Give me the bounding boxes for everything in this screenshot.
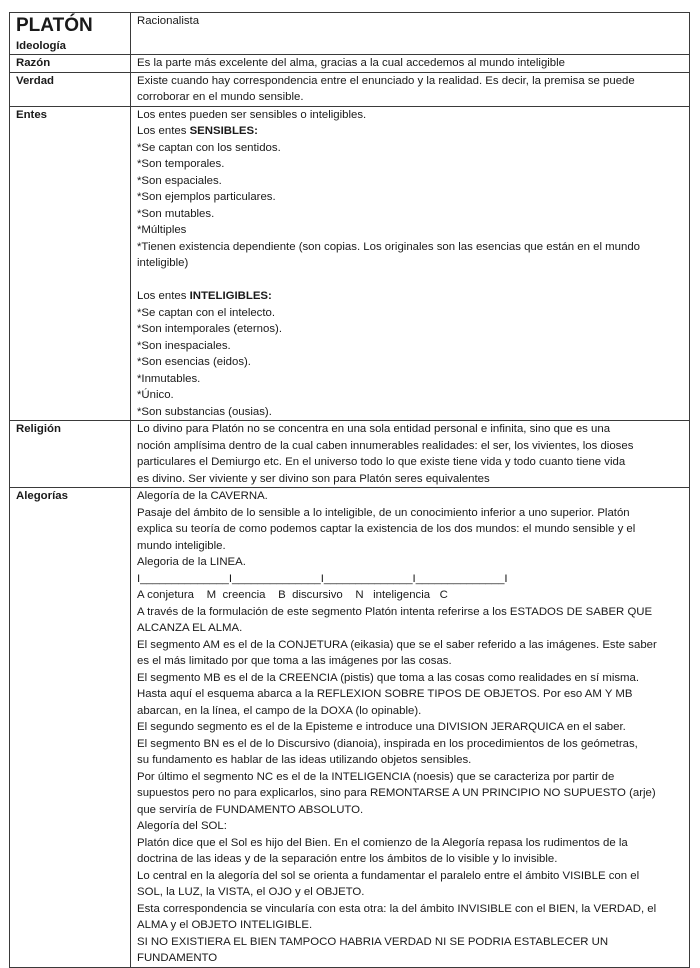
text-line: Existe cuando hay correspondencia entre el enunciado y la realidad. Es decir, la premisa se puede [137, 74, 635, 87]
page-title: PLATÓN [16, 15, 93, 36]
heading-suffix: : [268, 290, 272, 302]
list-item: *Son temporales. [137, 158, 225, 170]
text-line: es divino. Ser viviente y ser divino son para Platón seres equivalentes [137, 472, 490, 485]
text-line: su fundamento es hablar de las ideas utilizando objetos sensibles. [137, 754, 472, 766]
header-label-cell [10, 13, 131, 55]
text-line: El segmento MB es el de la CREENCIA (pistis) que toma a las cosas como realidades en sí misma. [137, 671, 640, 684]
text-line: particulares el Demiurgo etc. En el universo todo lo que existe tiene vida y todo cuanto tiene vida [137, 456, 626, 468]
philosophy-table [9, 12, 690, 968]
text-line: Alegoría de la CAVERNA. [137, 490, 268, 502]
text-line: supuestos pero no para explicarlos, sino para REMONTARSE A UN PRINCIPIO NO SUPUESTO (arje) [137, 787, 656, 799]
ideologia-value: Racionalista [137, 15, 200, 27]
text-line: El segmento AM es el de la CONJETURA (eikasia) que se el saber referido a las imágenes. Este saber [137, 638, 657, 651]
text-line: Lo central en la alegoría del sol se orienta a fundamentar el paralelo entre el ámbito VISIBLE con el [137, 869, 640, 882]
text-line: abarcan, en la línea, el campo de la DOXA (lo opinable). [137, 704, 422, 717]
list-item: *Son substancias (ousias). [137, 405, 272, 418]
text-line: Platón dice que el Sol es hijo del Bien. En el comienzo de la Alegoría repasa los rudimentos de la [137, 836, 628, 849]
list-item: inteligible) [137, 257, 189, 269]
line-diagram-labels: A conjetura M creencia B discursivo N inteligencia C [137, 589, 448, 601]
row-label-razon: Razón [10, 55, 131, 73]
text-line: doctrina de las ideas y de la separación entre los ámbitos de lo visible y lo invisible. [137, 853, 558, 865]
list-item: *Único. [137, 389, 174, 401]
list-item: *Son mutables. [137, 207, 215, 220]
text-line: es el más limitado por que toma a las imágenes por las cosas. [137, 655, 452, 667]
text-line: que serviría de FUNDAMENTO ABSOLUTO. [137, 803, 364, 816]
heading-prefix: Los entes [137, 125, 190, 137]
text-line: explica su teoría de como podemos captar la existencia de los dos mundos: el mundo sensible y el [137, 523, 636, 535]
row-label-verdad: Verdad [10, 72, 131, 106]
text-line: Lo divino para Platón no se concentra en una sola entidad personal e infinita, sino que es una [137, 423, 611, 435]
spacer [137, 272, 689, 289]
list-item: *Se captan con los sentidos. [137, 141, 281, 154]
religion-cell [131, 421, 690, 488]
text-line: ALMA y el OBJETO INTELIGIBLE. [137, 919, 313, 931]
row-label-alegorias: Alegorías [10, 488, 131, 968]
text-line: Hasta aquí el esquema abarca a la REFLEXION SOBRE TIPOS DE OBJETOS. Por eso AM Y MB [137, 688, 633, 700]
list-item: *Son inespaciales. [137, 339, 231, 352]
heading-prefix: Los entes [137, 290, 190, 302]
table-row-entes [10, 106, 690, 421]
heading-bold: INTELIGIBLES [189, 290, 269, 302]
text-line: noción amplísima dentro de la cual caben innumerables realidades: el ser, los vivientes, los dioses [137, 439, 634, 452]
alegorias-cell [131, 488, 690, 968]
text-line: corroborar en el mundo sensible. [137, 91, 304, 103]
row-label-entes: Entes [10, 106, 131, 421]
table-row-religion [10, 421, 690, 488]
text-line: El segundo segmento es el de la Episteme e introduce una DIVISION JERARQUICA en el saber. [137, 721, 626, 733]
heading-suffix: : [254, 125, 258, 137]
verdad-cell [131, 72, 690, 106]
text-line: A través de la formulación de este segmento Platón intenta referirse a los ESTADOS DE SABER QUE [137, 605, 653, 618]
ideologia-value-cell [131, 13, 690, 55]
table-row-alegorias [10, 488, 690, 968]
table-row-razon [10, 55, 690, 73]
text-line: ALCANZA EL ALMA. [137, 622, 243, 634]
text-line: Pasaje del ámbito de lo sensible a lo inteligible, de un conocimiento inferior a uno superior. Platón [137, 506, 630, 519]
entes-cell [131, 106, 690, 421]
row-label-ideologia: Ideología [16, 40, 66, 52]
list-item: *Son espaciales. [137, 174, 222, 187]
text-line: Alegoria de la LINEA. [137, 556, 246, 568]
table-row-header [10, 13, 690, 55]
list-item: *Tienen existencia dependiente (son copias. Los originales son las esencias que están en el mundo [137, 240, 640, 253]
heading-bold: SENSIBLES [189, 125, 255, 137]
inteligibles-heading [137, 288, 689, 305]
text-line: Esta correspondencia se vincularía con esta otra: la del ámbito INVISIBLE con el BIEN, la VERDAD, el [137, 902, 657, 915]
text-line: SOL, la LUZ, la VISTA, el OJO y el OBJETO. [137, 886, 365, 898]
text-line: Por último el segmento NC es el de la INTELIGENCIA (noesis) que se caracteriza por partir de [137, 770, 615, 783]
list-item: *Son esencias (eidos). [137, 356, 251, 368]
razon-text: Es la parte más excelente del alma, gracias a la cual accedemos al mundo inteligible [131, 55, 690, 73]
list-item: *Son ejemplos particulares. [137, 191, 276, 203]
table-row-verdad [10, 72, 690, 106]
text-line: Alegoría del SOL: [137, 820, 227, 832]
list-item: *Múltiples [137, 224, 187, 236]
sensibles-heading [137, 123, 689, 140]
text-line: El segmento BN es el de lo Discursivo (dianoia), inspirada en los procedimientos de los geómetras, [137, 737, 638, 750]
entes-intro: Los entes pueden ser sensibles o inteligibles. [137, 108, 367, 121]
row-label-religion: Religión [10, 421, 131, 488]
line-diagram: I______________I______________I______________I______________I [137, 572, 508, 585]
list-item: *Inmutables. [137, 372, 201, 385]
text-line: SI NO EXISTIERA EL BIEN TAMPOCO HABRIA VERDAD NI SE PODRIA ESTABLECER UN FUNDAMENTO [137, 935, 612, 964]
text-line: mundo inteligible. [137, 539, 226, 552]
list-item: *Son intemporales (eternos). [137, 323, 282, 335]
list-item: *Se captan con el intelecto. [137, 306, 276, 319]
